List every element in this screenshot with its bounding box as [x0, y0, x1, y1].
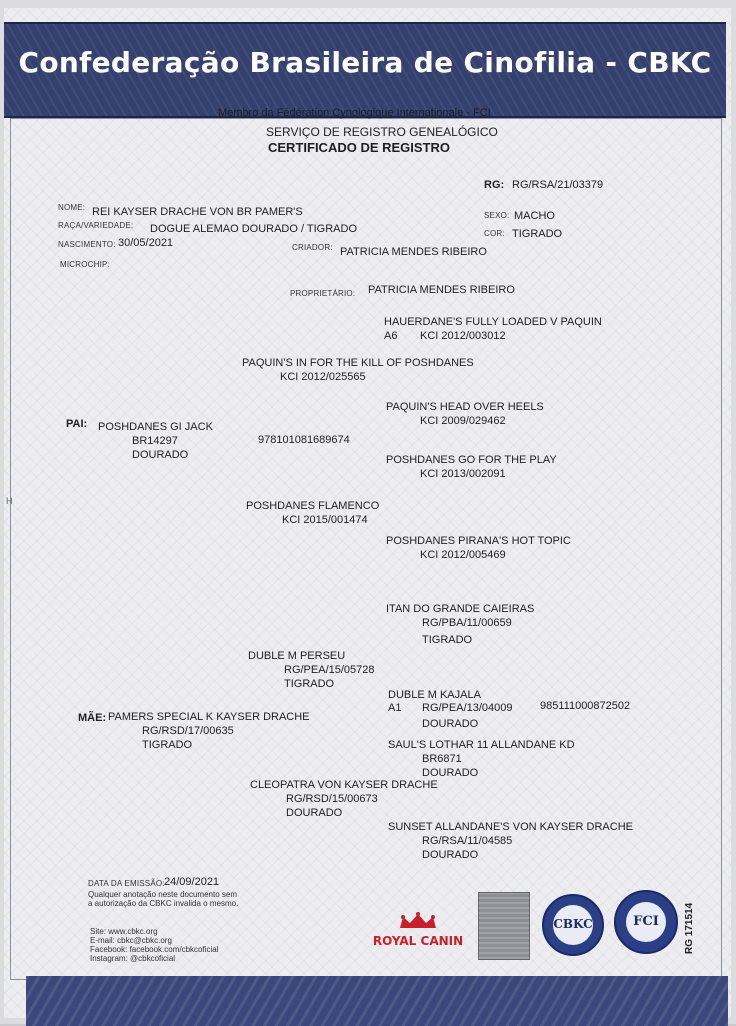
- dam-sire-name: DUBLE M PERSEU: [248, 650, 346, 662]
- ss-sire-name: HAUERDANE'S FULLY LOADED V PAQUIN: [384, 316, 602, 328]
- dam-dam-reg: RG/RSD/15/00673: [286, 793, 378, 805]
- ds-dam-grade: A1: [388, 702, 402, 714]
- serial-number: [680, 888, 702, 958]
- dd-dam-reg: RG/RSA/11/04585: [422, 835, 513, 847]
- breeder-label: CRIADOR:: [292, 243, 333, 252]
- royal-canin-wordmark: ROYAL CANIN: [372, 934, 464, 948]
- breeder-name: PATRICIA MENDES RIBEIRO: [340, 246, 487, 258]
- cbkc-seal-text: CBKC: [553, 917, 593, 931]
- sire-reg: BR14297: [132, 435, 178, 447]
- dam-sire-reg: RG/PEA/15/05728: [284, 664, 375, 676]
- sire-sire-name: PAQUIN'S IN FOR THE KILL OF POSHDANES: [242, 357, 474, 369]
- sd-dam-reg: KCI 2012/005469: [420, 549, 506, 561]
- certificate-title: CERTIFICADO DE REGISTRO: [268, 140, 451, 155]
- validity-note-line2: a autorização da CBKC invalida o mesmo.: [88, 899, 239, 908]
- dam-color: TIGRADO: [142, 739, 193, 751]
- ds-dam-microchip: 985111000872502: [540, 700, 631, 712]
- ds-sire-color: TIGRADO: [422, 634, 473, 646]
- hologram-seal: [478, 892, 530, 960]
- sd-sire-name: POSHDANES GO FOR THE PLAY: [386, 454, 557, 466]
- sd-dam-name: POSHDANES PIRANA'S HOT TOPIC: [386, 535, 571, 547]
- issue-date: 24/09/2021: [164, 876, 220, 888]
- footer-band: [26, 976, 728, 1026]
- ss-sire-reg: KCI 2012/003012: [420, 330, 506, 342]
- dog-sex: MACHO: [514, 210, 555, 222]
- instagram-link[interactable]: Instagram: @cbkcoficial: [90, 954, 176, 963]
- facebook-link[interactable]: Facebook: facebook.com/cbkcoficial: [90, 945, 219, 954]
- sire-microchip: 978101081689674: [258, 434, 350, 446]
- email-link[interactable]: E-mail: cbkc@cbkc.org: [90, 936, 172, 945]
- site-link[interactable]: Site: www.cbkc.org: [90, 927, 158, 936]
- birth-date: 30/05/2021: [118, 237, 174, 249]
- cbkc-seal: [542, 894, 604, 956]
- registration-number: RG/RSA/21/03379: [512, 179, 604, 191]
- sire-name: POSHDANES GI JACK: [98, 421, 213, 433]
- dog-color: TIGRADO: [512, 228, 563, 240]
- dd-sire-name: SAUL'S LOTHAR 11 ALLANDANE KD: [388, 739, 575, 751]
- sd-sire-reg: KCI 2013/002091: [420, 468, 506, 480]
- crown-icon: [398, 912, 438, 930]
- validity-note-line1: Qualquer anotação neste documento sem: [88, 890, 237, 899]
- dd-sire-reg: BR6871: [422, 753, 462, 765]
- dd-dam-name: SUNSET ALLANDANE'S VON KAYSER DRACHE: [388, 821, 633, 833]
- registration-label: RG:: [484, 179, 505, 191]
- owner-name: PATRICIA MENDES RIBEIRO: [368, 284, 515, 296]
- dam-reg: RG/RSD/17/00635: [142, 725, 234, 737]
- sire-dam-reg: KCI 2015/001474: [282, 514, 368, 526]
- issue-date-label: DATA DA EMISSÃO:: [88, 879, 165, 888]
- ds-dam-reg: RG/PEA/13/04009: [422, 702, 513, 714]
- ss-dam-name: PAQUIN'S HEAD OVER HEELS: [386, 401, 544, 413]
- ds-dam-name: DUBLE M KAJALA: [388, 689, 481, 701]
- fci-membership-line: Membro da Fédération Cynologique Internationale - FCI: [218, 107, 491, 119]
- name-label: NOME:: [58, 203, 86, 212]
- breed-label: RAÇA/VARIEDADE:: [58, 221, 134, 230]
- dd-sire-color: DOURADO: [422, 767, 479, 779]
- sire-label: PAI:: [66, 418, 88, 430]
- dam-dam-name: CLEOPATRA VON KAYSER DRACHE: [250, 779, 438, 791]
- owner-label: PROPRIETÁRIO:: [290, 289, 356, 298]
- ds-sire-name: ITAN DO GRANDE CAIEIRAS: [386, 603, 535, 615]
- serial-number-text: RG 171514: [684, 902, 695, 954]
- sex-label: SEXO:: [484, 211, 510, 220]
- certificate-sheet: [4, 8, 731, 1018]
- dam-dam-color: DOURADO: [286, 807, 343, 819]
- organization-title: Confederação Brasileira de Cinofilia - CBKC: [18, 46, 712, 79]
- ss-sire-grade: A6: [384, 330, 398, 342]
- sire-color: DOURADO: [132, 449, 189, 461]
- sire-sire-reg: KCI 2012/025565: [280, 371, 366, 383]
- fci-seal-text: FCI: [633, 914, 659, 929]
- color-label: COR:: [484, 229, 505, 238]
- ds-dam-color: DOURADO: [422, 718, 479, 730]
- dd-dam-color: DOURADO: [422, 849, 479, 861]
- header-banner: [4, 22, 726, 118]
- dog-breed: DOGUE ALEMAO DOURADO / TIGRADO: [150, 223, 357, 235]
- margin-mark: H: [6, 496, 13, 506]
- sire-dam-name: POSHDANES FLAMENCO: [246, 500, 380, 512]
- dam-name: PAMERS SPECIAL K KAYSER DRACHE: [108, 711, 310, 723]
- birth-label: NASCIMENTO:: [58, 240, 116, 249]
- dam-sire-color: TIGRADO: [284, 678, 335, 690]
- ds-sire-reg: RG/PBA/11/00659: [422, 617, 512, 629]
- fci-seal: [614, 890, 678, 954]
- dog-name: REI KAYSER DRACHE VON BR PAMER'S: [92, 206, 303, 218]
- ss-dam-reg: KCI 2009/029462: [420, 415, 506, 427]
- microchip-label: MICROCHIP:: [60, 260, 110, 269]
- dam-label: MÃE:: [78, 712, 107, 724]
- royal-canin-logo: [368, 912, 468, 950]
- registry-service-line: SERVIÇO DE REGISTRO GENEALÓGICO: [266, 125, 498, 139]
